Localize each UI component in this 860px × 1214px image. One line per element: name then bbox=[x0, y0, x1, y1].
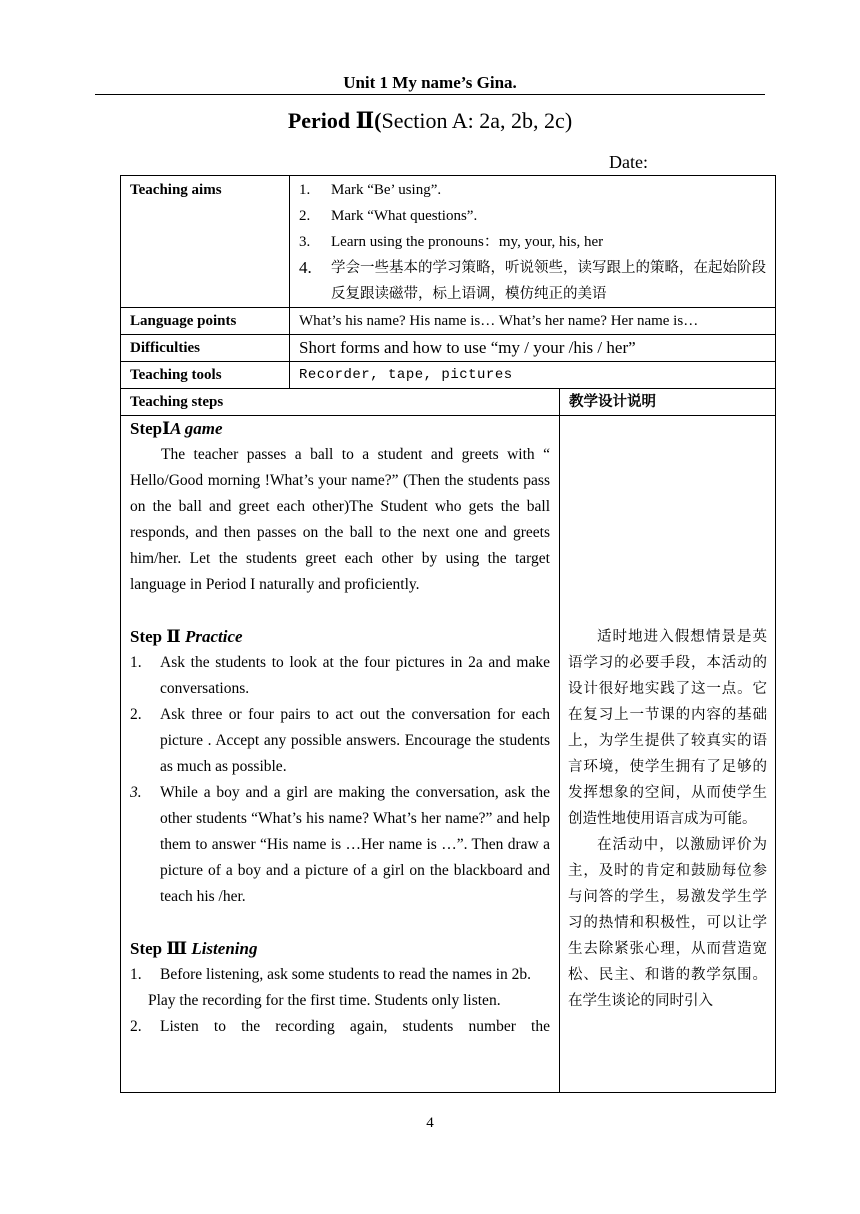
difficulties-label: Difficulties bbox=[121, 335, 290, 362]
aim-number: 3. bbox=[299, 234, 311, 250]
aims-cell bbox=[290, 176, 776, 308]
page-number: 4 bbox=[426, 1115, 434, 1131]
aim-item bbox=[299, 203, 766, 229]
item-text: Ask the students to look at the four pictures in 2a and make conversations. bbox=[160, 654, 550, 697]
step-3-play: Play the recording for the first time. Students only listen. bbox=[148, 992, 501, 1009]
list-item bbox=[130, 702, 550, 780]
aim-number: 4. bbox=[299, 258, 312, 277]
step-3-number: Step Ⅲ bbox=[130, 939, 192, 958]
list-item bbox=[130, 1014, 550, 1040]
period-title-rest: Section A: 2a, 2b, 2c) bbox=[381, 108, 573, 133]
item-text: Ask three or four pairs to act out the conversation for each picture . Accept any possible answers. Encourage the students as much as possible. bbox=[160, 706, 550, 775]
period-title-bold: Period Ⅱ( bbox=[287, 108, 382, 133]
item-text: Listen to the recording again, students number the bbox=[160, 1018, 550, 1035]
aim-text: Mark “Be’ using”. bbox=[331, 182, 442, 198]
tools-label: Teaching tools bbox=[121, 362, 290, 389]
step-1-name: A game bbox=[170, 419, 223, 438]
item-number: 1. bbox=[130, 966, 142, 983]
document-header: Unit 1 My name’s Gina. bbox=[343, 73, 517, 92]
list-item bbox=[130, 780, 550, 910]
steps-content-row bbox=[121, 416, 776, 1093]
aim-item bbox=[299, 177, 766, 203]
step-2-number: Step Ⅱ bbox=[130, 627, 185, 646]
steps-header-row bbox=[121, 389, 776, 416]
aims-label: Teaching aims bbox=[121, 176, 290, 308]
step-2-name: Practice bbox=[184, 627, 243, 646]
list-item bbox=[130, 650, 550, 702]
item-number: 2. bbox=[130, 706, 142, 723]
aim-text: Learn using the pronouns：my, your, his, her bbox=[331, 234, 604, 250]
step-1-title bbox=[130, 416, 550, 442]
language-row bbox=[121, 308, 776, 335]
design-paragraph: 在活动中，以激励评价为主，及时的肯定和鼓励每位参与问答的学生，易激发学生学习的热情和积极性，可以让学生去除紧张心理，从而营造宽松、民主、和谐的教学氛围。在学生谈论的同时引入 bbox=[568, 837, 767, 1009]
step-1-body: The teacher passes a ball to a student and greets with “ Hello/Good morning !What’s your name?” (Then the students pass on the ball and greet each other)The Student who gets the ball responds, and then passes on the ball to the next one and greets him/her. Let the students greet each other by using the target language in Period I naturally and proficiently. bbox=[130, 446, 550, 593]
difficulties-row bbox=[121, 335, 776, 362]
header-rule bbox=[95, 94, 765, 95]
list-item bbox=[130, 962, 550, 988]
design-notes-cell bbox=[560, 416, 776, 1093]
aim-number: 1. bbox=[299, 182, 311, 198]
step-3-title bbox=[130, 936, 550, 962]
date-label: Date: bbox=[609, 152, 648, 172]
aim-text: 学会一些基本的学习策略，听说领些，读写跟上的策略，在起始阶段反复跟读磁带，标上语调，模仿纯正的美语 bbox=[331, 260, 766, 302]
aim-item bbox=[299, 229, 766, 255]
item-number: 2. bbox=[130, 1018, 142, 1035]
step-1-number: StepⅠ bbox=[130, 419, 171, 438]
language-label: Language points bbox=[121, 308, 290, 335]
aim-item bbox=[299, 255, 766, 307]
aim-number: 2. bbox=[299, 208, 311, 224]
lesson-plan-table bbox=[120, 175, 776, 1093]
design-paragraph: 适时地进入假想情景是英语学习的必要手段，本活动的设计很好地实践了这一点。它在复习上一节课的内容的基础上，为学生提供了较真实的语言环境，使学生拥有了足够的发挥想象的空间，从而使学生创造性地使用语言成为可能。 bbox=[568, 629, 767, 827]
period-title bbox=[0, 108, 860, 134]
item-text: While a boy and a girl are making the conversation, ask the other students “What’s his name? What’s her name?” and help them to answer “His name is …Her name is …”. Then draw a picture of a boy and a picture of a girl on the blackboard and teach his /her. bbox=[160, 784, 550, 905]
design-label: 教学设计说明 bbox=[560, 389, 776, 416]
step-2-title bbox=[130, 624, 550, 650]
tools-value: Recorder, tape, pictures bbox=[290, 362, 776, 389]
steps-cell bbox=[121, 416, 560, 1093]
tools-row bbox=[121, 362, 776, 389]
aim-text: Mark “What questions”. bbox=[331, 208, 478, 224]
aims-row bbox=[121, 176, 776, 308]
step-3-name: Listening bbox=[191, 939, 258, 958]
item-number: 3. bbox=[130, 784, 142, 801]
language-value: What’s his name? His name is… What’s her name? Her name is… bbox=[290, 308, 776, 335]
item-number: 1. bbox=[130, 654, 142, 671]
difficulties-value: Short forms and how to use “my / your /his / her” bbox=[290, 335, 776, 362]
item-text: Before listening, ask some students to read the names in 2b. bbox=[160, 966, 532, 983]
steps-label: Teaching steps bbox=[121, 389, 560, 416]
